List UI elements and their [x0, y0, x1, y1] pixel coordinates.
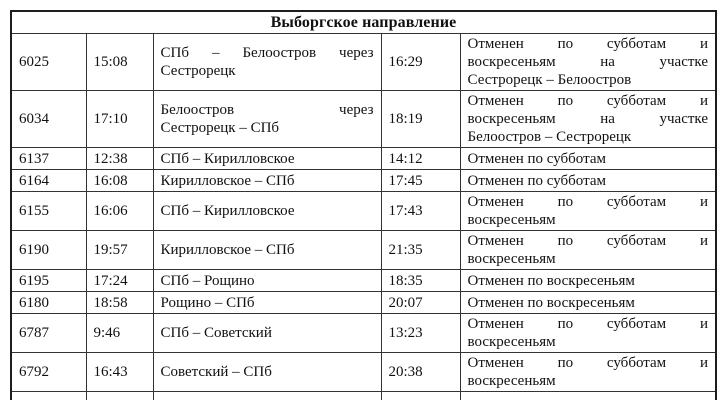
cancellation-note-cell	[460, 392, 716, 400]
table-row	[11, 353, 716, 392]
arrival-time-cell: 18:35	[381, 270, 460, 292]
cancellation-note-cell: Отменен по субботам и воскресеньям	[460, 231, 716, 270]
arrival-time-cell: 20:38	[381, 353, 460, 392]
title-row	[11, 11, 716, 34]
arrival-time-cell: 17:43	[381, 192, 460, 231]
train-number-cell: 6180	[11, 292, 86, 314]
arrival-time-cell: 16:29	[381, 34, 460, 91]
departure-time-cell: 16:43	[86, 353, 153, 392]
table-row	[11, 292, 716, 314]
cancellation-note-cell: Отменен по субботам	[460, 170, 716, 192]
departure-time-cell: 16:08	[86, 170, 153, 192]
route-cell: Белоостров через Сестрорецк – СПб	[153, 91, 381, 148]
train-number-cell: 6787	[11, 314, 86, 353]
cancellation-note-cell: Отменен по воскресеньям	[460, 270, 716, 292]
route-cell: СПб – Советский	[153, 314, 381, 353]
route-cell: СПб – Белоостров через Сестрорецк	[153, 34, 381, 91]
cancellation-note-cell: Отменен по субботам и воскресеньям	[460, 353, 716, 392]
table-row	[11, 270, 716, 292]
route-cell: Кирилловское – СПб	[153, 231, 381, 270]
departure-time-cell: 9:46	[86, 314, 153, 353]
arrival-time-cell: 20:07	[381, 292, 460, 314]
table-row	[11, 148, 716, 170]
departure-time-cell: 19:57	[86, 231, 153, 270]
table-row	[11, 34, 716, 91]
train-number-cell	[11, 392, 86, 400]
train-number-cell: 6155	[11, 192, 86, 231]
departure-time-cell	[86, 392, 153, 400]
table-row	[11, 192, 716, 231]
train-number-cell: 6137	[11, 148, 86, 170]
route-cell	[153, 392, 381, 400]
arrival-time-cell: 21:35	[381, 231, 460, 270]
arrival-time-cell: 17:45	[381, 170, 460, 192]
cancellation-note-cell: Отменен по субботам и воскресеньям	[460, 314, 716, 353]
table-row	[11, 170, 716, 192]
route-cell: Рощино – СПб	[153, 292, 381, 314]
departure-time-cell: 18:58	[86, 292, 153, 314]
cancellation-note-cell: Отменен по субботам и воскресеньям на участке Белоостров – Сестрорецк	[460, 91, 716, 148]
table-title: Выборгское направление	[11, 11, 716, 34]
cancellation-note-cell: Отменен по воскресеньям	[460, 292, 716, 314]
departure-time-cell: 16:06	[86, 192, 153, 231]
train-number-cell: 6025	[11, 34, 86, 91]
partial-cutoff-row	[11, 392, 716, 400]
table-row	[11, 314, 716, 353]
cancellation-note-cell: Отменен по субботам и воскресеньям на участке Сестрорецк – Белоостров	[460, 34, 716, 91]
train-number-cell: 6034	[11, 91, 86, 148]
cancellation-note-cell: Отменен по субботам и воскресеньям	[460, 192, 716, 231]
route-cell: СПб – Рощино	[153, 270, 381, 292]
train-schedule-table	[10, 10, 717, 400]
train-number-cell: 6792	[11, 353, 86, 392]
route-cell: СПб – Кирилловское	[153, 192, 381, 231]
schedule-body	[11, 34, 716, 400]
train-number-cell: 6190	[11, 231, 86, 270]
cancellation-note-cell: Отменен по субботам	[460, 148, 716, 170]
table-row	[11, 231, 716, 270]
table-row	[11, 91, 716, 148]
arrival-time-cell: 18:19	[381, 91, 460, 148]
arrival-time-cell: 13:23	[381, 314, 460, 353]
arrival-time-cell: 14:12	[381, 148, 460, 170]
route-cell: СПб – Кирилловское	[153, 148, 381, 170]
departure-time-cell: 12:38	[86, 148, 153, 170]
route-cell: Советский – СПб	[153, 353, 381, 392]
route-cell: Кирилловское – СПб	[153, 170, 381, 192]
departure-time-cell: 17:24	[86, 270, 153, 292]
train-number-cell: 6164	[11, 170, 86, 192]
departure-time-cell: 15:08	[86, 34, 153, 91]
arrival-time-cell	[381, 392, 460, 400]
departure-time-cell: 17:10	[86, 91, 153, 148]
train-number-cell: 6195	[11, 270, 86, 292]
